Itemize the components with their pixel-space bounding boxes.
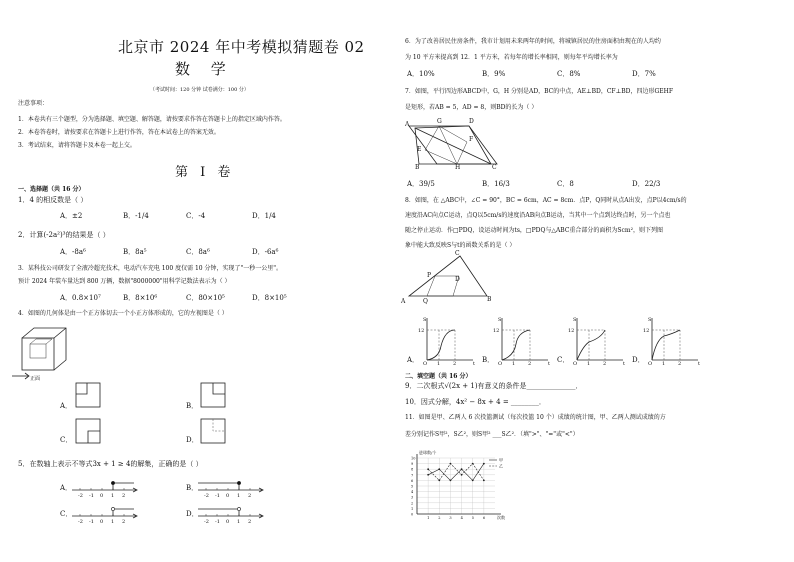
exam-info: （考试时间：120 分钟 试卷满分：100 分）	[150, 87, 249, 93]
option-d: D．	[632, 356, 645, 364]
x-tick-label: 6	[482, 516, 486, 520]
graph-label: 12	[418, 328, 425, 334]
vertex-label: Q	[423, 298, 428, 305]
question-8-line2: 速度沿AC向点C运动，点Q以5cm/s的速度沿AB向点B运动，当其中一个点到达终点时，另一个点也	[405, 212, 671, 219]
option-b: B．8×10⁶	[123, 294, 158, 302]
graph-b	[492, 316, 552, 366]
option-c: C．-4	[186, 212, 206, 220]
tick-label: -1	[89, 519, 94, 525]
y-tick-label: 1	[411, 506, 414, 511]
legend-label: 乙	[499, 463, 503, 469]
option-c: C．8	[557, 180, 574, 188]
question-3-line1: 3．某科技公司研发了全液冷超充技术，电动汽车充电 100 度仅需 10 分钟，实现了"一秒一公里"。	[18, 265, 283, 272]
option-c: C．	[60, 436, 73, 444]
solution-ray	[113, 509, 134, 516]
endpoint-dot	[237, 481, 240, 484]
view-a-figure	[75, 382, 101, 408]
tick-label: 0	[100, 493, 104, 499]
y-tick-label: 8	[411, 467, 414, 472]
data-point	[450, 480, 452, 482]
option-b: B．-1/4	[123, 212, 149, 220]
option-d: D．22/3	[632, 180, 661, 188]
graph-label: 1	[512, 361, 516, 367]
vertex-label: E	[417, 146, 422, 153]
question-6-line2: 为 10 平方米提高到 12．1 平方米，若每年的增长率相同，则每年平均增长率为	[405, 54, 618, 61]
option-d: D．	[186, 510, 199, 518]
question-7-line1: 7．如图，平行四边形ABCD中，G，H 分别是AD，BC的中点，AE⊥BD，CF⊥BD，四边形GEHF	[405, 88, 674, 95]
function-curve	[577, 330, 605, 360]
tick-label: -2	[78, 519, 83, 525]
option-b: B．8a⁵	[123, 248, 147, 256]
vertex-label: G	[437, 118, 442, 125]
data-point	[461, 474, 463, 476]
function-curve	[427, 330, 455, 360]
option-d: D．8×10⁵	[252, 294, 287, 302]
tick-label: 0	[226, 519, 230, 525]
tick-label: 2	[248, 493, 252, 499]
graph-label: 12	[493, 328, 500, 334]
front-arrow	[10, 372, 34, 380]
tick-label: 2	[122, 519, 126, 525]
x-axis-label: 次数	[497, 515, 505, 520]
graph-c	[567, 316, 627, 366]
graph-label: t	[698, 361, 701, 367]
graph-label: t	[473, 361, 476, 367]
number-line-a	[72, 478, 142, 499]
graph-label: O	[423, 361, 428, 367]
view-d-figure	[200, 418, 226, 444]
question-2-stem: 2．计算(-2a²)³的结果是（ ）	[18, 231, 110, 239]
graph-label: t	[623, 361, 626, 367]
data-point	[472, 463, 474, 465]
option-a: A．	[60, 484, 73, 492]
x-tick-label: 5	[471, 516, 474, 520]
vertex-label: D	[469, 118, 474, 125]
option-a: A．10%	[407, 70, 435, 78]
endpoint-dot	[237, 507, 240, 510]
subject-title: 数 学	[175, 60, 234, 78]
option-b: B．	[186, 402, 199, 410]
data-point	[483, 463, 485, 465]
graph-label: 12	[568, 328, 575, 334]
view-c-figure	[75, 418, 101, 444]
question-4-stem: 4．如图的几何体是由一个正方体切去一个小正方体形成的，它的左视图是（ ）	[18, 310, 228, 317]
graph-label: S	[423, 317, 427, 323]
solution-ray	[198, 509, 239, 516]
option-c: C．	[557, 356, 570, 364]
cube-figure	[20, 326, 70, 376]
y-tick-label: 4	[411, 490, 414, 495]
option-b: B．	[482, 356, 495, 364]
tick-label: 2	[122, 493, 126, 499]
right-column	[397, 0, 794, 562]
number-line-d	[198, 504, 268, 525]
question-9: 9．二次根式√(2x + 1)有意义的条件是______________．	[405, 382, 583, 390]
question-1-stem: 1．4 的相反数是（ ）	[18, 196, 88, 204]
vertex-label: B	[487, 296, 492, 303]
triangle-figure	[405, 252, 500, 304]
question-11-line1: 11．如图是甲、乙两人 6 次投篮测试（每次投篮 10 个）成绩的统计图，甲、乙两人测试成绩的方	[405, 414, 666, 421]
data-point	[472, 480, 474, 482]
graph-a	[417, 316, 477, 366]
y-tick-label: 2	[411, 501, 414, 506]
question-10: 10．因式分解，4x² − 8x + 4 = ________．	[405, 398, 546, 406]
tick-label: -1	[215, 519, 220, 525]
option-c: C．	[60, 510, 73, 518]
tick-label: -2	[204, 493, 209, 499]
data-point	[427, 468, 429, 470]
option-b: B．9%	[482, 70, 506, 78]
graph-label: 1	[662, 361, 666, 367]
solution-ray	[113, 483, 134, 490]
option-a: A．±2	[60, 212, 83, 220]
note-item: 3．考试结束，请将答题卡及本卷一起上交。	[18, 142, 136, 149]
endpoint-dot	[111, 481, 114, 484]
tick-label: 1	[237, 493, 241, 499]
y-tick-label: 7	[411, 473, 414, 478]
option-a: A．39/5	[407, 180, 435, 188]
option-a: A．	[407, 356, 420, 364]
tick-label: -1	[215, 493, 220, 499]
endpoint-dot	[111, 507, 114, 510]
graph-label: 12	[643, 328, 650, 334]
tick-label: -1	[89, 493, 94, 499]
graph-label: 1	[437, 361, 441, 367]
view-b-figure	[200, 382, 226, 408]
data-point	[461, 468, 463, 470]
question-11-line2: 差分别记作S甲²，S乙²，则S甲² ___S乙²．（填">"、"="或"<"）	[405, 431, 579, 438]
option-b: B．	[186, 484, 199, 492]
number-line-b	[198, 478, 268, 499]
vertex-label: B	[415, 164, 420, 171]
vertex-label: A	[405, 121, 410, 128]
question-5-stem: 5．在数轴上表示不等式3x + 1 ≥ 4的解集，正确的是（ ）	[18, 460, 203, 468]
tick-label: -2	[78, 493, 83, 499]
y-tick-label: 9	[411, 462, 414, 467]
data-point	[450, 463, 452, 465]
front-label: 正面	[30, 376, 41, 382]
option-c: C．8%	[557, 70, 581, 78]
data-point	[438, 468, 440, 470]
solution-ray	[198, 483, 239, 490]
option-d: D．7%	[632, 70, 656, 78]
question-8-line1: 8．如图，在 △ABC中，∠C = 90°，BC = 6cm，AC = 8cm．点P，Q同时从点A出发，点P以4cm/s的	[405, 197, 687, 204]
part-heading: 一、选择题（共 16 分）	[18, 186, 85, 193]
x-tick-label: 1	[427, 516, 430, 520]
part-heading: 二、填空题（共 16 分）	[405, 373, 472, 380]
graph-d	[642, 316, 702, 366]
tick-label: -2	[204, 519, 209, 525]
graph-label: S	[573, 317, 577, 323]
y-tick-label: 0	[411, 512, 414, 517]
tick-label: 1	[111, 519, 115, 525]
data-point	[427, 474, 429, 476]
graph-label: S	[498, 317, 502, 323]
vertex-label: A	[401, 298, 406, 305]
graph-label: t	[548, 361, 551, 367]
page-title: 北京市 2024 年中考模拟猜题卷 02	[118, 38, 365, 56]
graph-label: O	[648, 361, 653, 367]
section-title: 第 I 卷	[175, 165, 235, 180]
option-d: D．1/4	[252, 212, 276, 220]
function-curve	[502, 330, 530, 360]
graph-label: S	[648, 317, 652, 323]
function-curve	[652, 330, 680, 360]
vertex-label: H	[455, 164, 461, 171]
note-item: 1．本卷共有三个题型，分为选择题、填空题、解答题，请按要求作答在答题卡上的指定区域内作答。	[18, 116, 286, 123]
y-tick-label: 6	[411, 478, 414, 483]
tick-label: 1	[111, 493, 115, 499]
option-c: C．80×10⁵	[186, 294, 225, 302]
graph-label: 2	[603, 361, 607, 367]
chart-title: 进球数/个	[419, 450, 437, 455]
question-8-line3: 随之停止运动．作□PDQ，设运动时间为ts，□PDQ与△ABC重合部分的面积为Scm²，则下列图	[405, 227, 663, 234]
y-tick-label: 10	[411, 456, 416, 461]
option-a: A．	[60, 402, 73, 410]
vertex-label: D	[455, 276, 460, 283]
vertex-label: F	[469, 136, 474, 143]
number-line-c	[72, 504, 142, 525]
series-line	[428, 464, 484, 481]
graph-label: 2	[678, 361, 682, 367]
question-8-line4: 象中能大致反映S与t的函数关系的是（ ）	[405, 242, 516, 249]
graph-label: 1	[587, 361, 591, 367]
vertex-label: C	[492, 164, 497, 171]
graph-label: O	[498, 361, 503, 367]
note-item: 2．本卷答卷时，请按要求在答题卡上进行作答，答在本试卷上的答案无效。	[18, 129, 220, 136]
tick-label: 2	[248, 519, 252, 525]
graph-label: 2	[528, 361, 532, 367]
vertex-label: C	[455, 250, 460, 257]
notes-heading: 注意事项：	[18, 100, 49, 107]
series-line	[428, 464, 484, 481]
x-tick-label: 3	[449, 516, 452, 520]
graph-label: 2	[453, 361, 457, 367]
y-tick-label: 5	[411, 484, 414, 489]
question-6-line1: 6．为了改善居民住房条件，我市计划用未来两年的时间，将城镇居民的住房面积由现在的人均约	[405, 38, 661, 45]
data-point	[483, 480, 485, 482]
data-point	[438, 480, 440, 482]
question-3-line2: 预计 2024 年装车量达到 800 万辆，数据"8000000"用科学记数法表示为（ ）	[18, 278, 231, 285]
option-d: D．	[186, 436, 199, 444]
tick-label: 0	[100, 519, 104, 525]
score-line-chart	[403, 448, 523, 528]
vertex-label: P	[427, 272, 432, 279]
tick-label: 0	[226, 493, 230, 499]
x-tick-label: 2	[438, 516, 441, 520]
x-tick-label: 4	[460, 516, 463, 520]
option-b: B．16/3	[482, 180, 510, 188]
graph-label: O	[573, 361, 578, 367]
y-tick-label: 3	[411, 495, 414, 500]
option-a: A．0.8×10⁷	[60, 294, 101, 302]
question-7-line2: 是矩形，若AB = 5，AD = 8，则BD的长为（ ）	[405, 104, 538, 111]
option-c: C．8a⁶	[186, 248, 210, 256]
tick-label: 1	[237, 519, 241, 525]
option-d: D．-6a⁶	[252, 248, 279, 256]
legend-label: 甲	[499, 457, 503, 463]
option-a: A．-8a⁶	[60, 248, 86, 256]
